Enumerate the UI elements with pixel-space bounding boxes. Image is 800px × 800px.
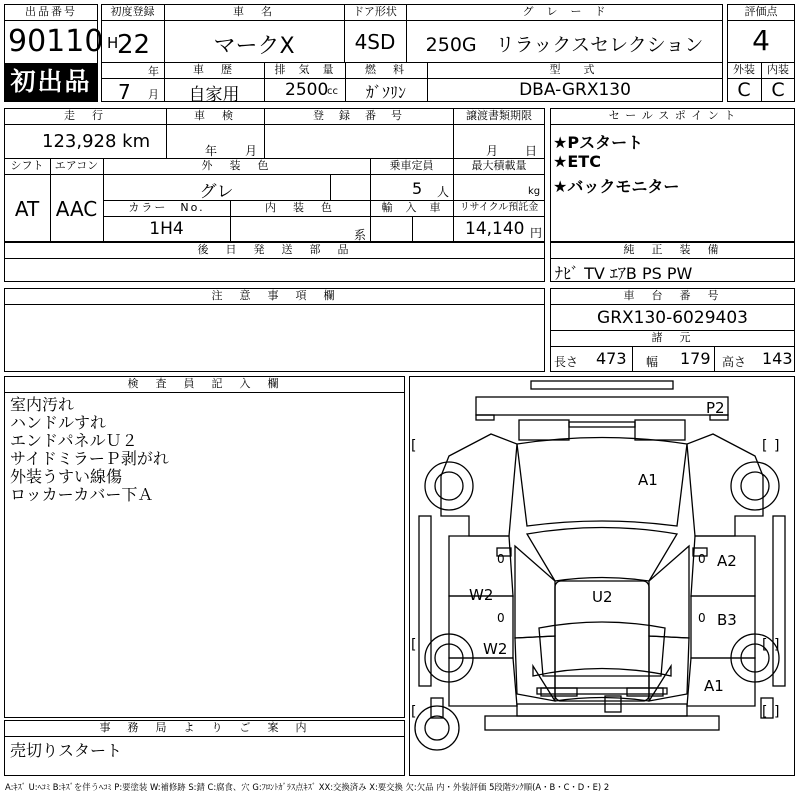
year-unit: 年 [148,65,159,78]
sales-point-1: ★Pスタート [553,133,644,152]
history-label: 車 歴 [193,63,235,76]
damage-mark: A2 [717,552,737,570]
interior-label: 内装 [767,63,789,76]
dims-label: 諸 元 [651,331,694,344]
color-no-label: カラー No. [128,201,205,214]
chassis-number: GRX130-6029403 [597,308,748,328]
damage-mark: P2 [706,399,725,417]
door-type: 4SD [354,30,396,54]
car-name: マークX [213,34,295,59]
first-listing-badge: 初出品 [4,64,98,102]
mileage: 123,928 km [42,131,151,152]
displacement: 2500 [285,80,329,100]
capacity: 5 [412,179,423,198]
inspector-label: 検 査 員 記 入 欄 [127,377,282,390]
recycle-amount: 14,140 [465,219,525,239]
capacity-unit: 人 [437,185,450,199]
ext-color: グレ [199,182,234,202]
inspector-notes [10,396,400,504]
exterior-label: 外装 [733,63,755,76]
score-label: 評価点 [744,5,778,18]
aircon-label: エアコン [54,159,99,172]
car-diagram [409,376,795,776]
shift-label: シフト [10,159,44,172]
insp-month-unit: 月 [245,144,258,158]
equipment: ﾅﾋﾞ TV ｴｱB PS PW [555,264,693,283]
bracket: [ [411,704,417,720]
fuel-label: 燃 料 [365,63,407,76]
legend: A:ｷｽﾞ U:ﾍｺﾐ B:ｷｽﾞを伴うﾍｺﾐ P:要塗装 W:補修跡 S:錆 C:腐食、穴 G:ﾌﾛﾝﾄｶﾞﾗｽ点ｷｽﾞ XX:交換済み X:要交換 欠:欠品 内・外装評価 5段階ﾗﾝｸ順(A・B・C・D・E) 2 [5,782,610,792]
damage-mark: 0 [698,552,706,566]
length-label: 長さ [554,355,579,369]
sales-point-2: ★ETC [553,152,601,171]
shift: AT [14,197,40,221]
damage-mark: W2 [483,640,508,658]
equipment-label: 純 正 装 備 [623,243,722,256]
width-label: 幅 [646,355,659,369]
recycle-label: リサイクル預託金 [459,202,539,213]
damage-mark: U2 [592,588,613,606]
inspector-note: エンドパネルＵ２ [10,431,138,450]
width: 179 [680,349,711,368]
bracket: [ [411,637,417,653]
vehicle-details-box [4,108,545,242]
reg-year: 22 [117,30,151,60]
reg-month: 7 [118,80,131,104]
capacity-label: 乗車定員 [389,159,434,172]
car-name-label: 車 名 [233,5,275,18]
displacement-label: 排 気 量 [274,63,335,76]
damage-mark: 0 [698,611,706,625]
inspector-note: ハンドルすれ [10,413,107,432]
ext-color-label: 外 装 色 [201,159,272,172]
bracket: ] [774,637,780,653]
bracket: ] [774,438,780,454]
aircon: AAC [55,197,98,221]
int-color-unit: 系 [354,228,367,242]
office-label: 事 務 局 よ り ご 案 内 [99,721,310,734]
damage-mark: A1 [638,471,658,489]
load-unit: kg [528,186,541,197]
grade: 250G リラックスセレクション [425,34,704,56]
inspector-note: 外装うすい線傷 [10,467,123,486]
damage-mark: 0 [497,611,505,625]
damage-mark: W2 [469,586,494,604]
lot-number: 90110 [8,24,104,59]
length: 473 [596,349,627,368]
door-label: ドア形状 [353,5,397,18]
sales-point-3: ★バックモニター [553,177,680,196]
sales-points-label: セ ー ル ス ポ イ ン ト [608,109,737,122]
mileage-label: 走 行 [64,109,106,122]
int-color-label: 内 装 色 [265,201,335,214]
recycle-unit: 円 [530,226,543,240]
transfer-month-unit: 月 [486,144,499,158]
fuel: ｶﾞｿﾘﾝ [365,83,406,102]
first-reg-label: 初度登録 [110,5,155,18]
inspection-label: 車 検 [194,109,236,122]
import-label: 輸 入 車 [381,201,442,214]
reg-number-label: 登 録 番 号 [313,109,404,122]
inspector-note: ロッカーカバー下Ａ [10,485,154,504]
era: H [107,34,119,52]
month-unit: 月 [148,88,159,101]
lot-number-label: 出品番号 [25,5,77,18]
damage-mark: 0 [497,552,505,566]
damage-mark: A1 [704,677,724,695]
height-label: 高さ [722,355,747,369]
later-parts-label: 後 日 発 送 部 品 [197,243,352,256]
transfer-day-unit: 日 [525,144,538,158]
bracket: [ [762,704,768,720]
bracket: [ [762,637,768,653]
caution-label: 注 意 事 項 欄 [211,289,338,302]
height: 143 [762,349,793,368]
transfer-deadline-label: 譲渡書類期限 [466,109,532,122]
inspector-note: 室内汚れ [10,395,75,414]
bracket: ] [774,704,780,720]
history: 自家用 [188,85,240,105]
chassis-label: 車 台 番 号 [623,289,722,302]
exterior-grade: C [737,79,751,101]
model-label: 型 式 [549,63,601,76]
color-no: 1H4 [149,219,184,239]
damage-mark: B3 [717,611,737,629]
model-code: DBA-GRX130 [519,80,631,100]
bracket: [ [411,438,417,454]
insp-year-unit: 年 [205,144,218,158]
displacement-unit: cc [327,86,338,97]
bracket: [ [762,438,768,454]
interior-grade: C [771,79,785,101]
score: 4 [752,24,770,57]
grade-label: グ レ ー ド [522,5,607,18]
inspector-note: サイドミラーＰ剥がれ [10,449,169,468]
office-text: 売切りスタート [10,741,123,760]
max-load-label: 最大積載量 [471,159,527,172]
